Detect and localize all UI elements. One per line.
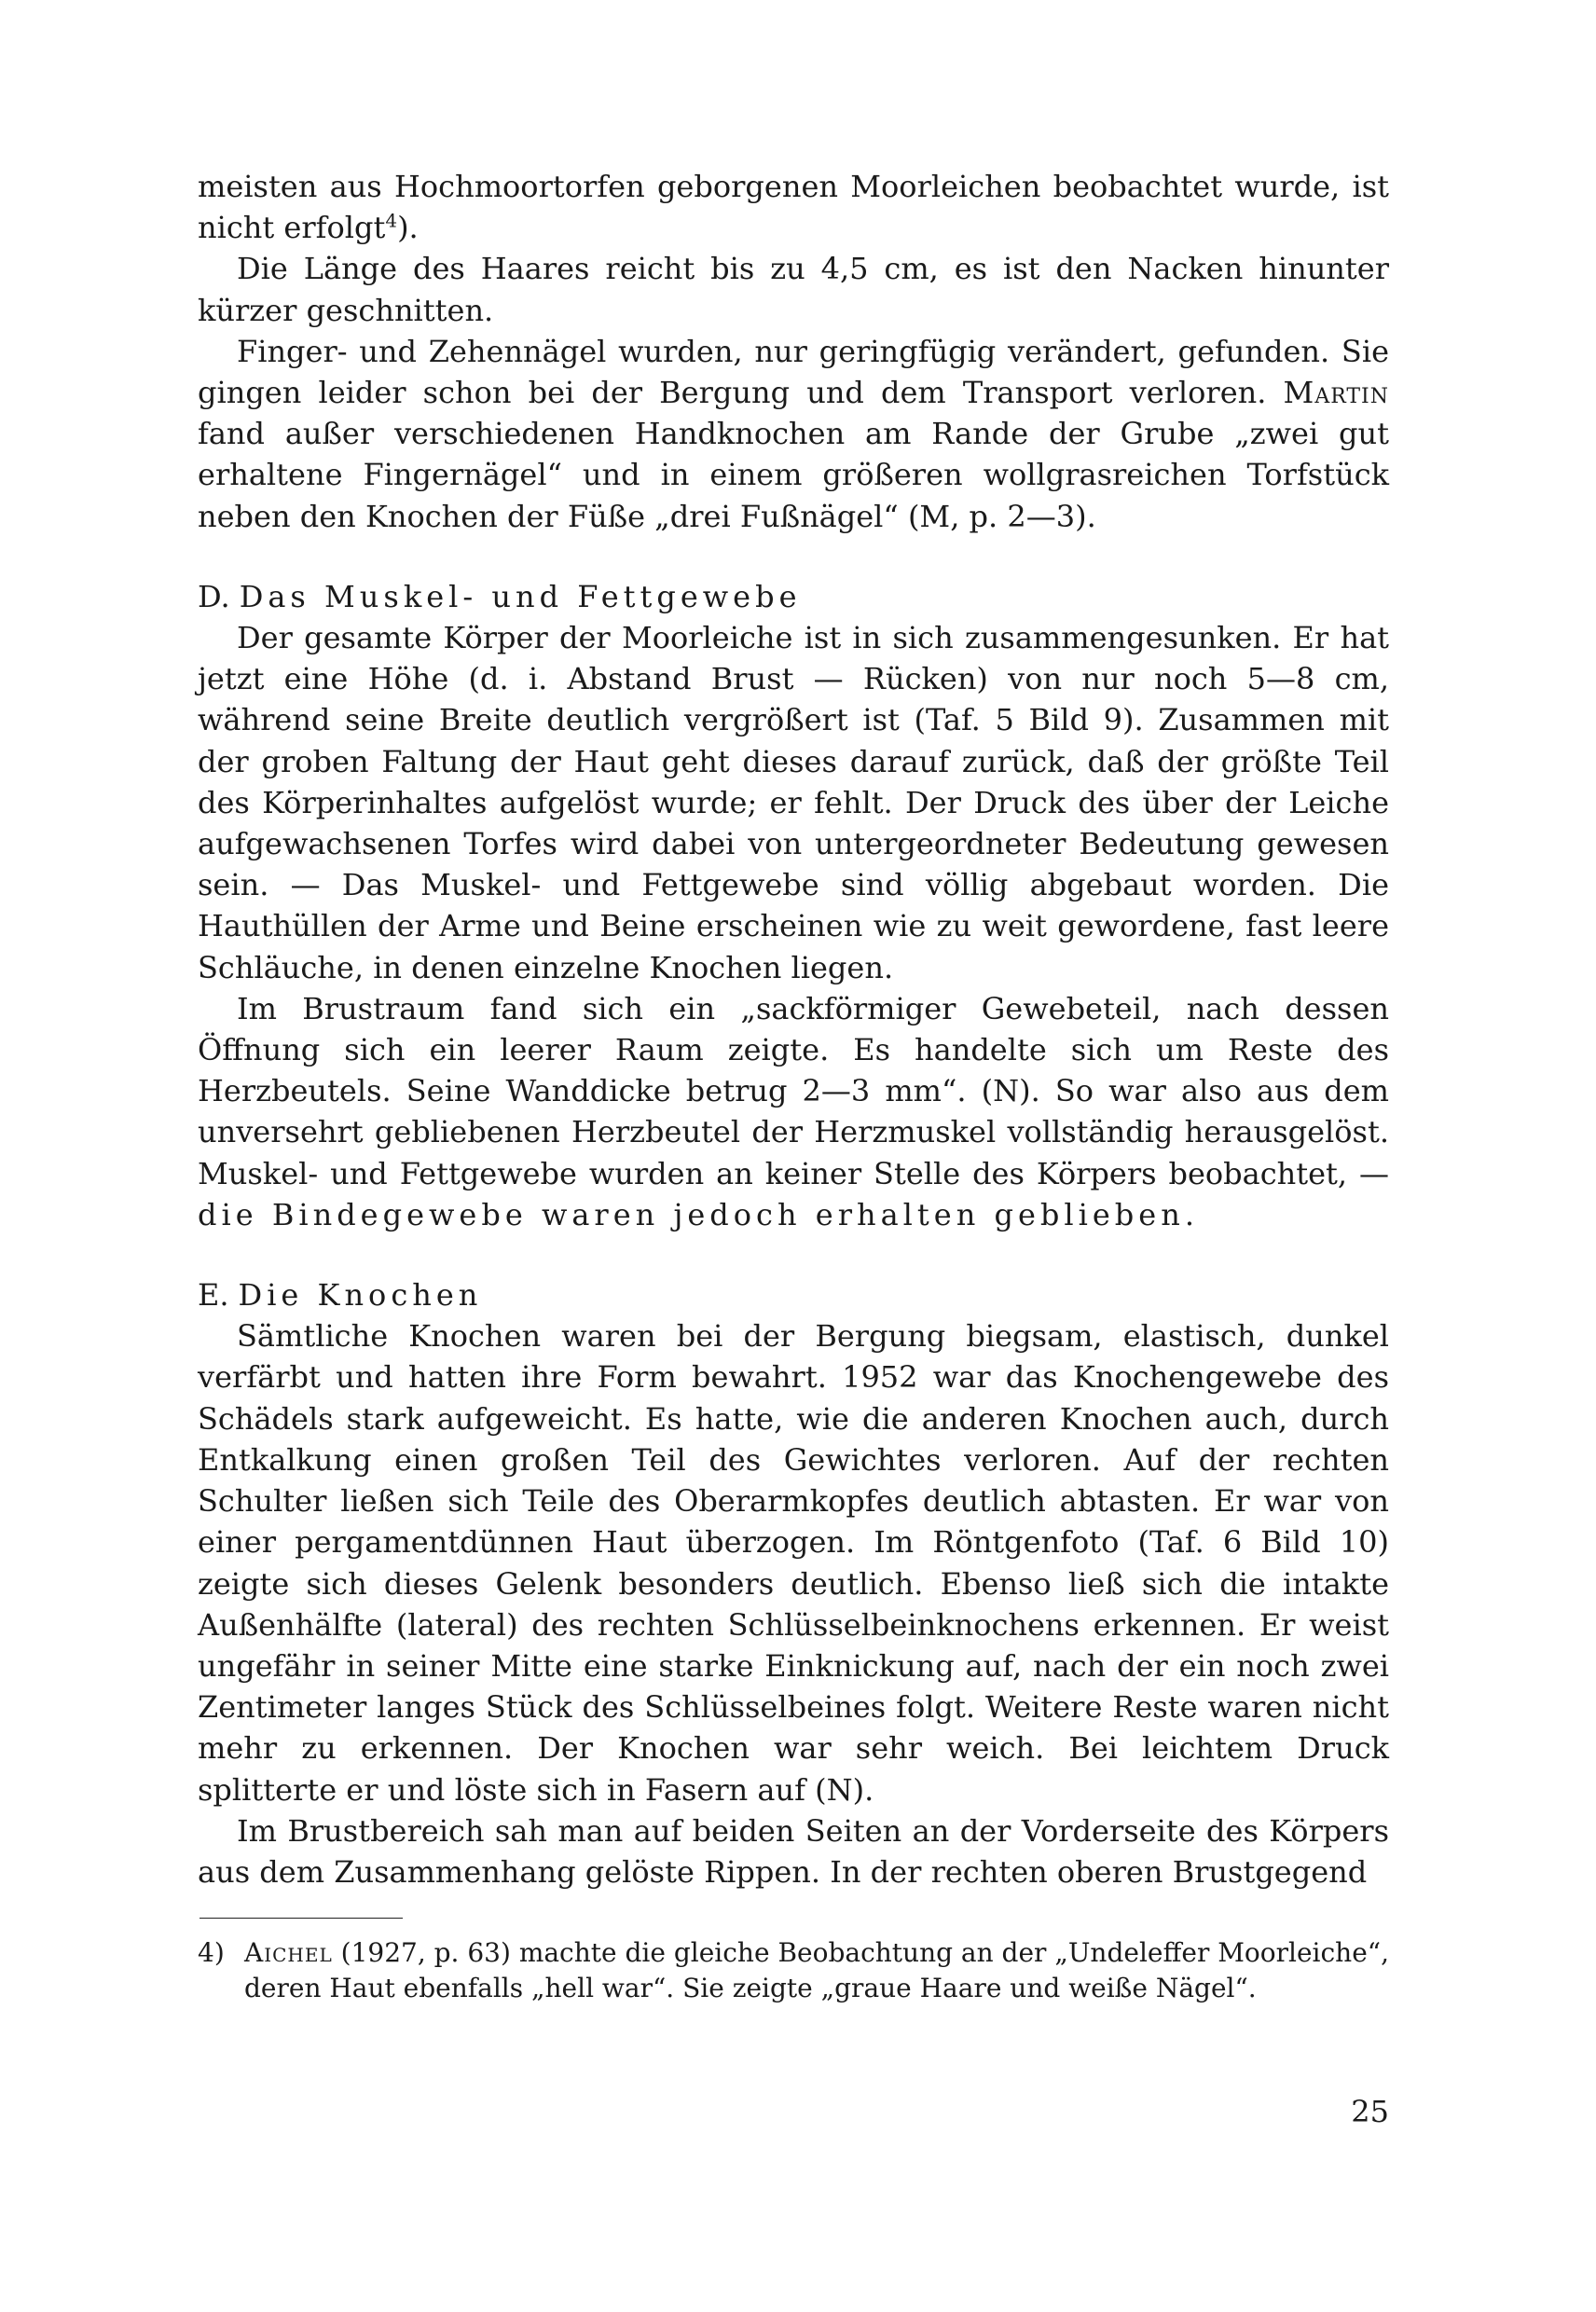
paragraph-text: Im Brustraum fand sich ein „sackförmiger Gewebeteil, nach dessen Öffnung sich ein leerer Raum zeigte. Es handelte sich um Reste des Herzbeutels. Seine Wanddicke betrug 2—3 mm“. (N). So war also aus dem unversehrt gebliebenen Herzbeutel der Herzmuskel vollständig herausgelöst. Muskel- und Fettgewebe wurden an keiner Stelle des Körpers beobachtet, —: [198, 990, 1389, 1191]
paragraph-ribs: Im Brustbereich sah man auf beiden Seiten an der Vorderseite des Körpers aus dem Zusammenhang gelöste Rippen. In der rechten oberen Brustgegend: [198, 1812, 1389, 1890]
footnotes: [198, 1935, 1389, 2007]
paragraph-bones: Sämtliche Knochen waren bei der Bergung biegsam, elastisch, dunkel verfärbt und hatten ihre Form bewahrt. 1952 war das Knochengewebe des Schädels stark aufgeweicht. Es hatte, wie die anderen Knochen auch, durch Entkalkung einen großen Teil des Gewichtes verloren. Auf der rechten Schulter ließen sich Teile des Oberarmkopfes deutlich abtasten. Er war von einer pergamentdünnen Haut überzogen. Im Röntgenfoto (Taf. 6 Bild 10) zeigte sich dieses Gelenk besonders deutlich. Ebenso ließ sich die intakte Außenhälfte (lateral) des rechten Schlüsselbeinknochens erkennen. Er weist ungefähr in seiner Mitte eine starke Einknickung auf, nach der ein noch zwei Zentimeter langes Stück des Schlüsselbeines folgt. Weitere Reste waren nicht mehr zu erkennen. Der Knochen war sehr weich. Bei leichtem Druck splitterte er und löste sich in Fasern auf (N).: [198, 1318, 1389, 1808]
footnote-separator: [200, 1918, 403, 1919]
section-heading-d: [198, 576, 1389, 617]
section-letter: D.: [198, 578, 230, 614]
footnote-text: (1927, p. 63) machte die gleiche Beobachtung an der „Undeleffer Moorleiche“, deren Haut ebenfalls „hell war“. Sie zeigte „graue Haare und weiße Nägel“.: [244, 1937, 1389, 2004]
paragraph-text: fand außer verschiedenen Handknochen am Rande der Grube „zwei gut erhaltene Fingernägel“ und in einem größeren wollgrasreichen Torfstück neben den Knochen der Füße „drei Fußnägel“ (M, p. 2—3).: [198, 416, 1389, 534]
paragraph-text-end: ).: [397, 210, 419, 246]
author-name: Martin: [1283, 375, 1389, 411]
emphasized-text: die Bindegewebe waren jedoch erhalten geblieben: [198, 1196, 1185, 1232]
footnote-4: [198, 1935, 1389, 2007]
paragraph-continuation: [198, 166, 1389, 248]
section-heading-e: [198, 1274, 1389, 1315]
footnote-author: Aichel: [244, 1937, 333, 1968]
paragraph-text: Finger- und Zehennägel wurden, nur geringfügig verändert, gefunden. Sie gingen leider schon bei der Bergung und dem Transport verloren.: [198, 333, 1389, 411]
paragraph-chest-cavity: [198, 988, 1389, 1235]
main-text-column: [198, 166, 1389, 1892]
paragraph-text-end: .: [1184, 1196, 1194, 1232]
paragraph-text: meisten aus Hochmoortorfen geborgenen Moorleichen beobachtet wurde, ist nicht erfolgt: [198, 169, 1389, 246]
paragraph-hair: Die Länge des Haares reicht bis zu 4,5 cm, es ist den Nacken hinunter kürzer geschnitten.: [198, 251, 1389, 328]
paragraph-body-collapse: Der gesamte Körper der Moorleiche ist in sich zusammengesunken. Er hat jetzt eine Höhe (d. i. Abstand Brust — Rücken) von nur noch 5—8 cm, während seine Breite deutlich vergrößert ist (Taf. 5 Bild 9). Zusammen mit der groben Faltung der Haut geht dieses darauf zurück, daß der größte Teil des Körperinhaltes aufgelöst wurde; er fehlt. Der Druck des über der Leiche aufgewachsenen Torfes wird dabei von untergeordneter Bedeutung gewesen sein. — Das Muskel- und Fettgewebe sind völlig abgebaut worden. Die Hauthüllen der Arme und Beine erscheinen wie zu weit gewordene, fast leere Schläuche, in denen einzelne Knochen liegen.: [198, 620, 1389, 985]
section-title: Das Muskel- und Fettgewebe: [239, 578, 802, 614]
page-number: 25: [1351, 2094, 1389, 2129]
paragraph-nails: [198, 331, 1389, 537]
section-letter: E.: [198, 1277, 229, 1314]
footnote-mark: 4): [198, 1937, 225, 1968]
footnote-reference: 4: [385, 209, 398, 232]
section-title: Die Knochen: [238, 1277, 483, 1314]
